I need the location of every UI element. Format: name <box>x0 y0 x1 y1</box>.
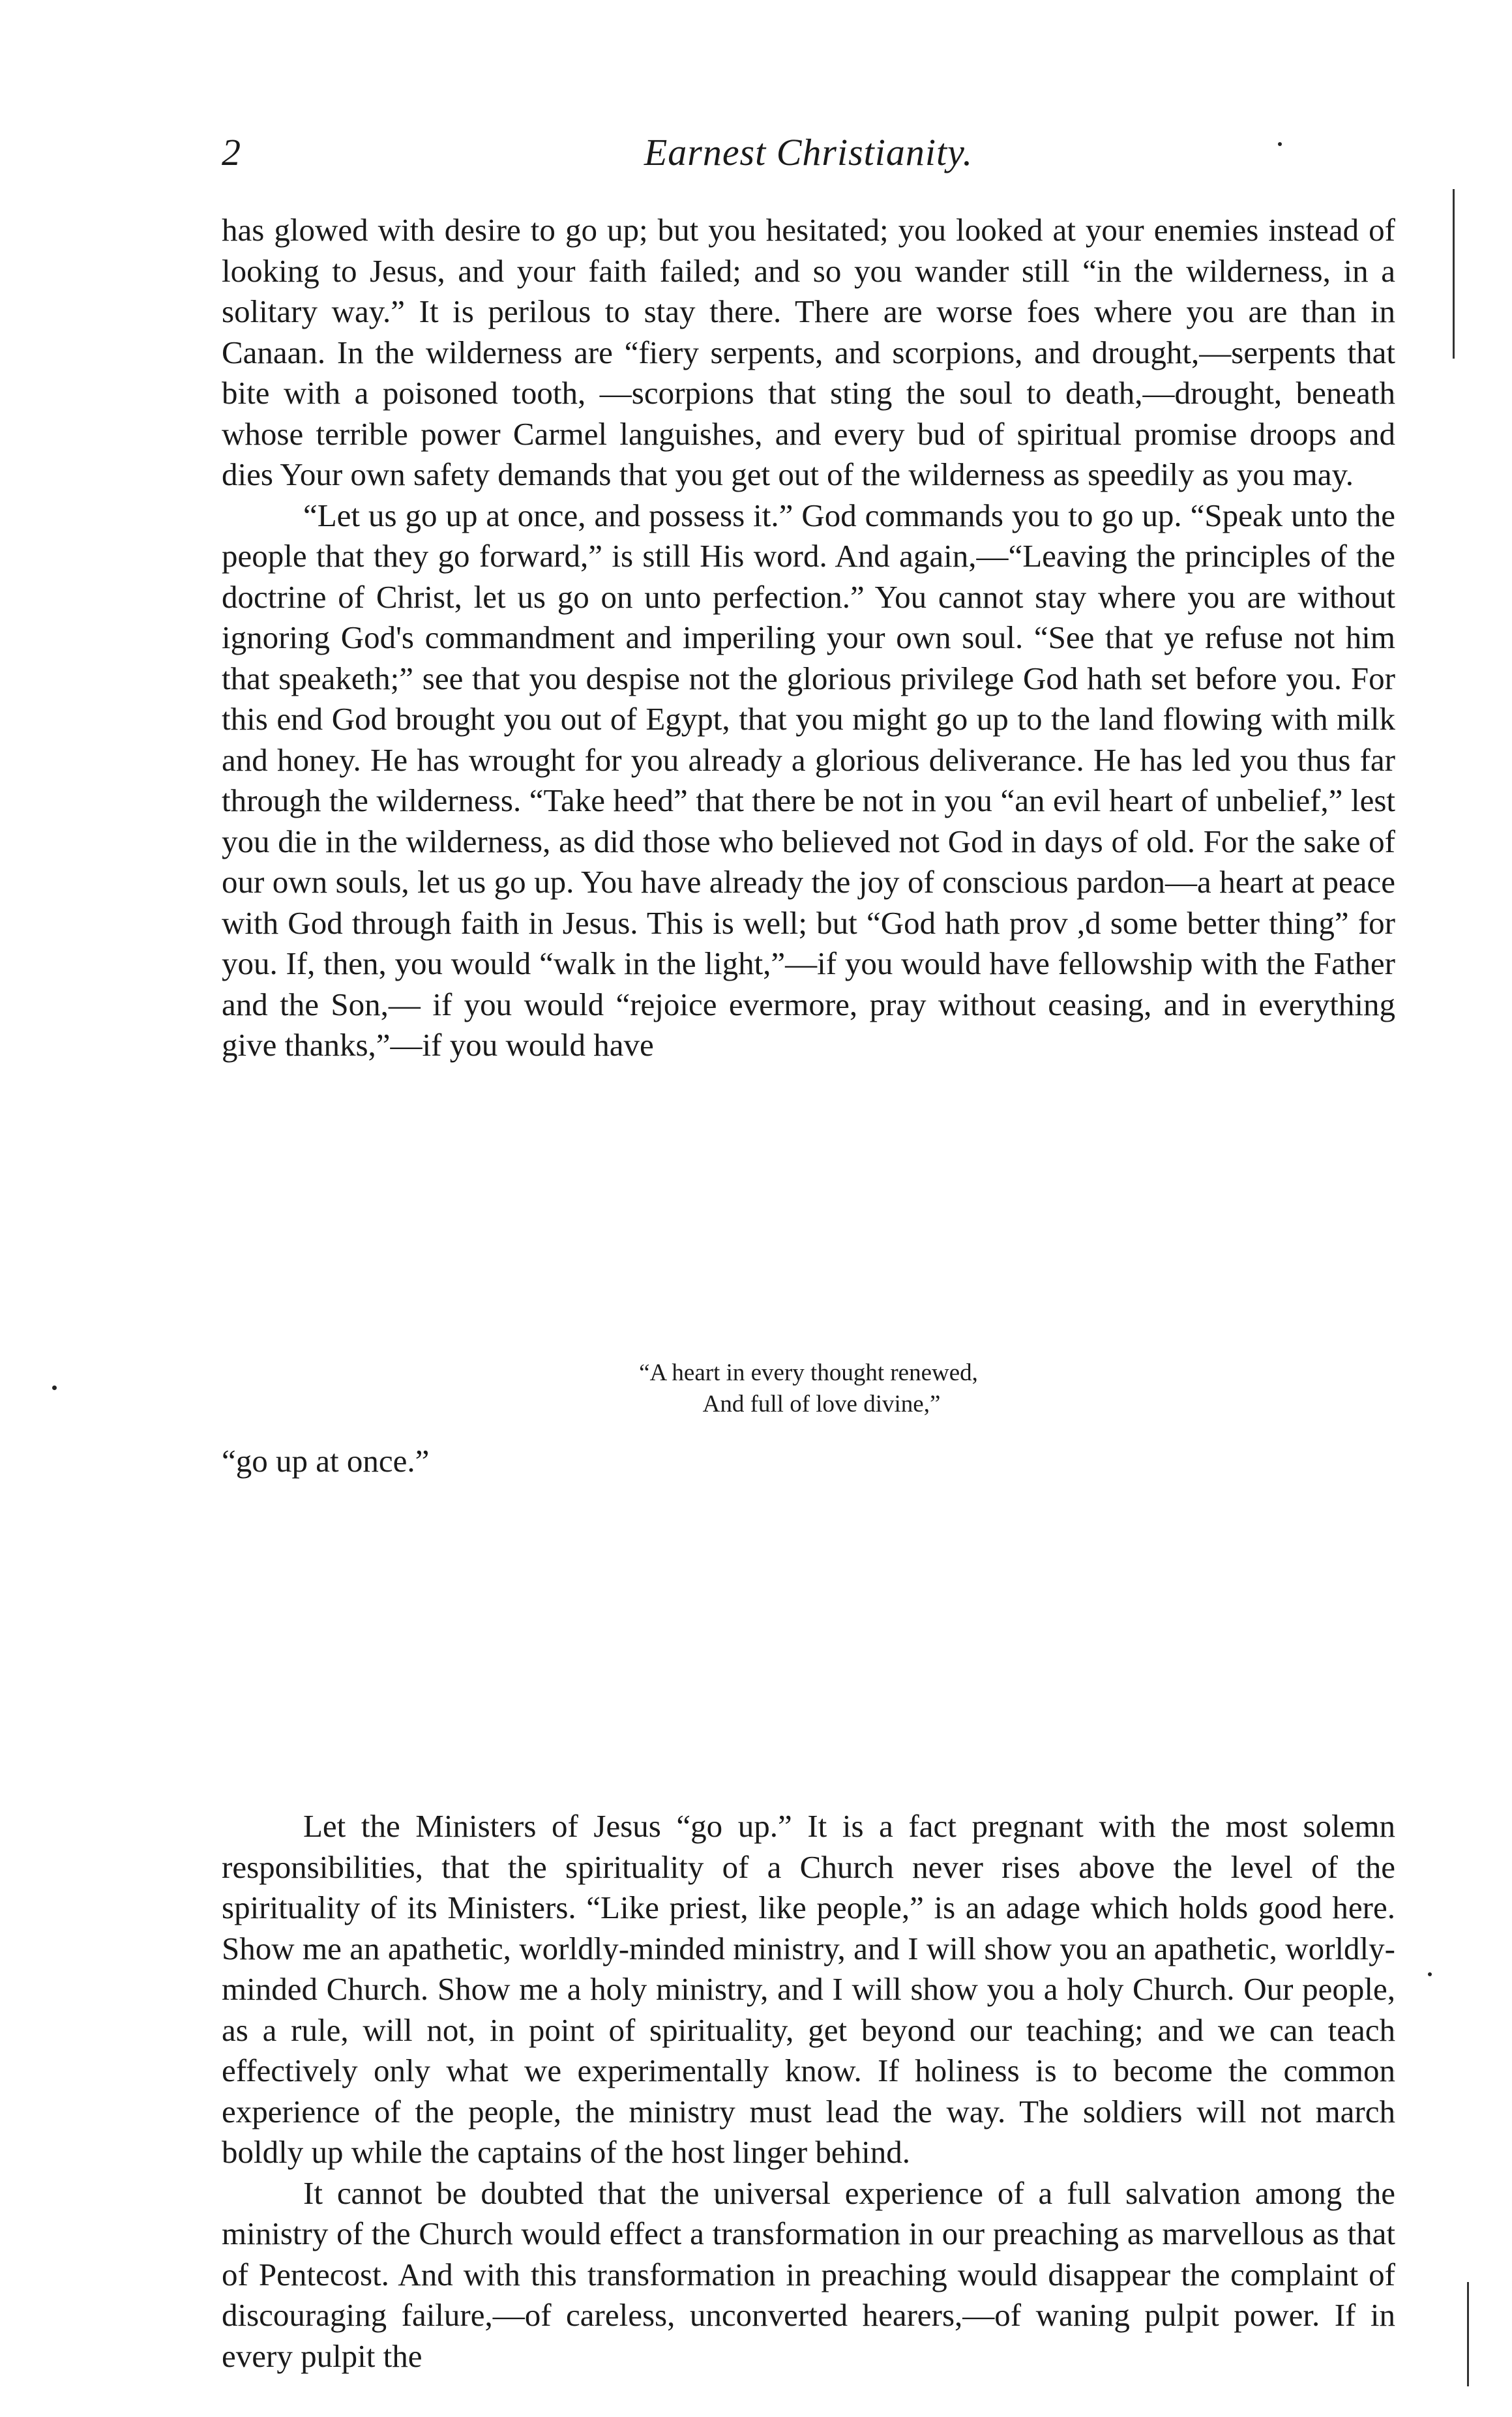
paragraph-go-up: “Let us go up at once, and possess it.” God commands you to go up. “Speak unto the people that they go forward,” is still His word. And again,—“Leaving the principles of the doctrine of Christ, let us go on unto perfection.” You cannot stay where you are without ignoring God's commandment and imperiling your own soul. “See that ye refuse not him that speaketh;” see that you despise not the glorious privilege God hath set before you. For this end God brought you out of Egypt, that you might go up to the land flowing with milk and honey. He has wrought for you already a glorious deliverance. He has led you thus far through the wilderness. “Take heed” that there be not in you “an evil heart of unbelief,” lest you die in the wilderness, as did those who believed not God in days of old. For the sake of our own souls, let us go up. You have already the joy of conscious pardon—a heart at peace with God through faith in Jesus. This is well; but “God hath prov ,d some better thing” for you. If, then, you would “walk in the light,”—if you would have fellowship with the Father and the Son,— if you would “rejoice evermore, pray without ceasing, and in everything give thanks,”—if you would have <box>222 497 1395 1063</box>
page-header <box>222 130 1395 183</box>
body-text-upper <box>222 210 1395 1066</box>
paragraph-ministers: Let the Ministers of Jesus “go up.” It is a fact pregnant with the most solemn responsibilities, that the spirituality of a Church never rises above the level of the spirituality of its Ministers. “Like priest, like people,” is an adage which holds good here. Show me an apathetic, worldly-minded ministry, and I will show you an apathetic, worldly-minded Church. Show me a holy ministry, and I will show you a holy Church. Our people, as a rule, will not, in point of spirituality, get beyond our teaching; and we can teach effectively only what we experimentally know. If holiness is to become the common experience of the people, the ministry must lead the way. The soldiers will not march boldly up while the captains of the host linger behind. <box>222 1808 1395 2170</box>
scan-edge-mark <box>1453 189 1455 359</box>
verse-quotation <box>222 1357 1395 1420</box>
verse-line: “A heart in every thought renewed, <box>639 1359 978 1386</box>
scan-speck <box>1278 142 1282 146</box>
scan-speck <box>1428 1972 1432 1976</box>
scan-speck <box>52 1386 57 1390</box>
running-title: Earnest Christianity. <box>644 131 973 173</box>
page-number: 2 <box>222 131 241 173</box>
paragraph-continued: has glowed with desire to go up; but you hesitated; you looked at your enemies instead of looking to Jesus, and your faith failed; and so you wander still “in the wilderness, in a solitary way.” It is perilous to stay there. There are worse foes where you are than in Canaan. In the wilderness are “fiery serpents, and scorpions, and drought,—serpents that bite with a poisoned tooth, —scorpions that sting the soul to death,—drought, beneath whose terrible power Carmel languishes, and every bud of spiritual promise droops and dies Your own safety demands that you get out of the wilderness as speedily as you may. <box>222 212 1395 492</box>
paragraph-full-salvation: It cannot be doubted that the universal experience of a full salvation among the ministry of the Church would effect a transformation in our preaching as marvellous as that of Pentecost. And with this transformation in preaching would disappear the complaint of discouraging failure,—of careless, unconverted hearers,—of waning pulpit power. If in every pulpit the <box>222 2174 1395 2374</box>
scan-edge-mark <box>1467 2282 1469 2386</box>
verse-line: And full of love divine,” <box>702 1391 941 1417</box>
paragraph-continuation-line: “go up at once.” <box>222 1443 430 1479</box>
body-text-lower <box>222 1806 1395 2377</box>
